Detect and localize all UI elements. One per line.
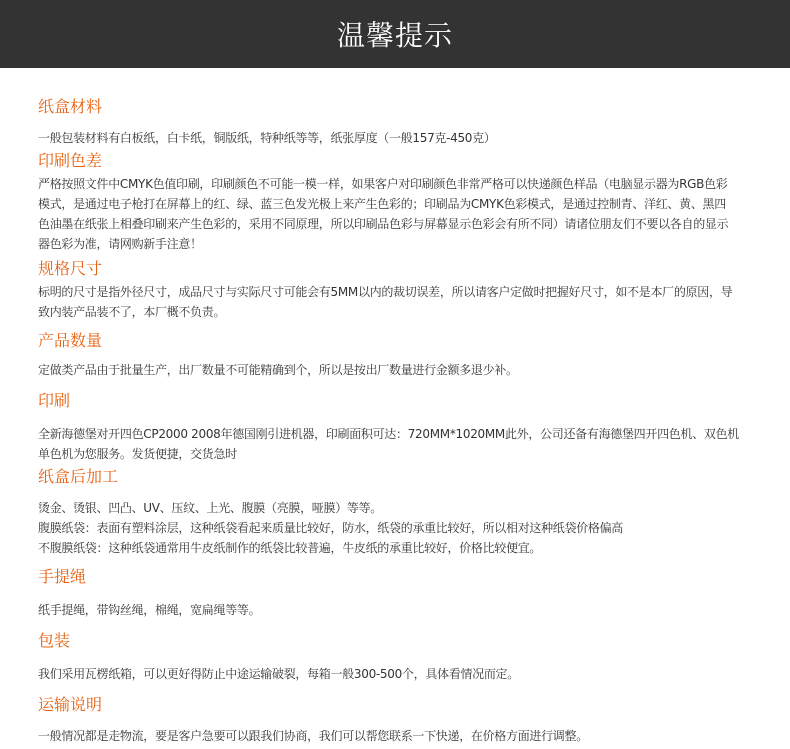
section-heading: 手提绳 (38, 567, 87, 586)
section-text-line: 纸手提绳，带钩丝绳，棉绳，宽扁绳等等。 (38, 603, 261, 617)
page-header (0, 0, 790, 68)
section-text-line: 我们采用瓦楞纸箱，可以更好得防止中途运输破裂，每箱一般300-500个，具体看情况而定。 (38, 667, 519, 681)
section-text-line: 致内装产品装不了，本厂概不负责。 (38, 305, 226, 319)
section-heading: 规格尺寸 (38, 259, 103, 278)
section-text-line: 腹膜纸袋：表面有塑料涂层，这种纸袋看起来质量比较好，防水，纸袋的承重比较好，所以相对这种纸袋价格偏高 (38, 521, 624, 535)
section (38, 96, 778, 148)
section-heading: 纸盒材料 (38, 97, 103, 116)
section-text-line: 烫金、烫银、凹凸、UV、压纹、上光、腹膜（亮膜，哑膜）等等。 (38, 501, 382, 515)
section (38, 694, 778, 746)
section (38, 630, 778, 684)
section (38, 390, 778, 464)
section (38, 150, 778, 254)
section-text-line: 严格按照文件中CMYK色值印刷，印刷颜色不可能一模一样，如果客户对印刷颜色非常严格可以快递颜色样品（电脑显示器为RGB色彩 (38, 177, 728, 191)
section-text-line: 器色彩为准，请网购新手注意！ (38, 237, 202, 251)
section-heading: 纸盒后加工 (38, 467, 119, 486)
section-text-line: 单色机为您服务。发货便捷，交货急时 (38, 447, 237, 461)
section-heading: 印刷 (38, 391, 71, 410)
section-heading: 产品数量 (38, 331, 103, 350)
section-text-line: 全新海德堡对开四色CP2000 2008年德国刚引进机器，印刷面积可达：720MM*1020MM此外，公司还备有海德堡四开四色机、双色机 (38, 427, 739, 441)
section (38, 258, 778, 322)
section-heading: 印刷色差 (38, 151, 103, 170)
section-text-line: 标明的尺寸是指外径尺寸，成品尺寸与实际尺寸可能会有5MM以内的裁切误差，所以请客户定做时把握好尺寸，如不是本厂的原因，导 (38, 285, 733, 299)
section-text-line: 模式，是通过电子枪打在屏幕上的红、绿、蓝三色发光极上来产生色彩的；印刷品为CMYK色彩模式，是通过控制青、洋红、黄、黑四 (38, 197, 726, 211)
section-text-line: 不腹膜纸袋：这种纸袋通常用牛皮纸制作的纸袋比较普遍，牛皮纸的承重比较好，价格比较便宜。 (38, 541, 542, 555)
section-heading: 包装 (38, 631, 71, 650)
section-heading: 运输说明 (38, 695, 103, 714)
section-text-line: 一般包装材料有白板纸，白卡纸，铜版纸，特种纸等等，纸张厚度（一般157克-450克） (38, 131, 496, 145)
section-text-line: 色油墨在纸张上相叠印刷来产生色彩的，采用不同原理，所以印刷品色彩与屏幕显示色彩会有所不同）请诸位朋友们不要以各自的显示 (38, 217, 729, 231)
section (38, 566, 778, 620)
section (38, 466, 778, 558)
section-text-line: 一般情况都是走物流，要是客户急要可以跟我们协商，我们可以帮您联系一下快递，在价格方面进行调整。 (38, 729, 588, 743)
section (38, 330, 778, 380)
section-text-line: 定做类产品由于批量生产，出厂数量不可能精确到个，所以是按出厂数量进行金额多退少补。 (38, 363, 518, 377)
page-title: 温馨提示 (336, 19, 453, 52)
